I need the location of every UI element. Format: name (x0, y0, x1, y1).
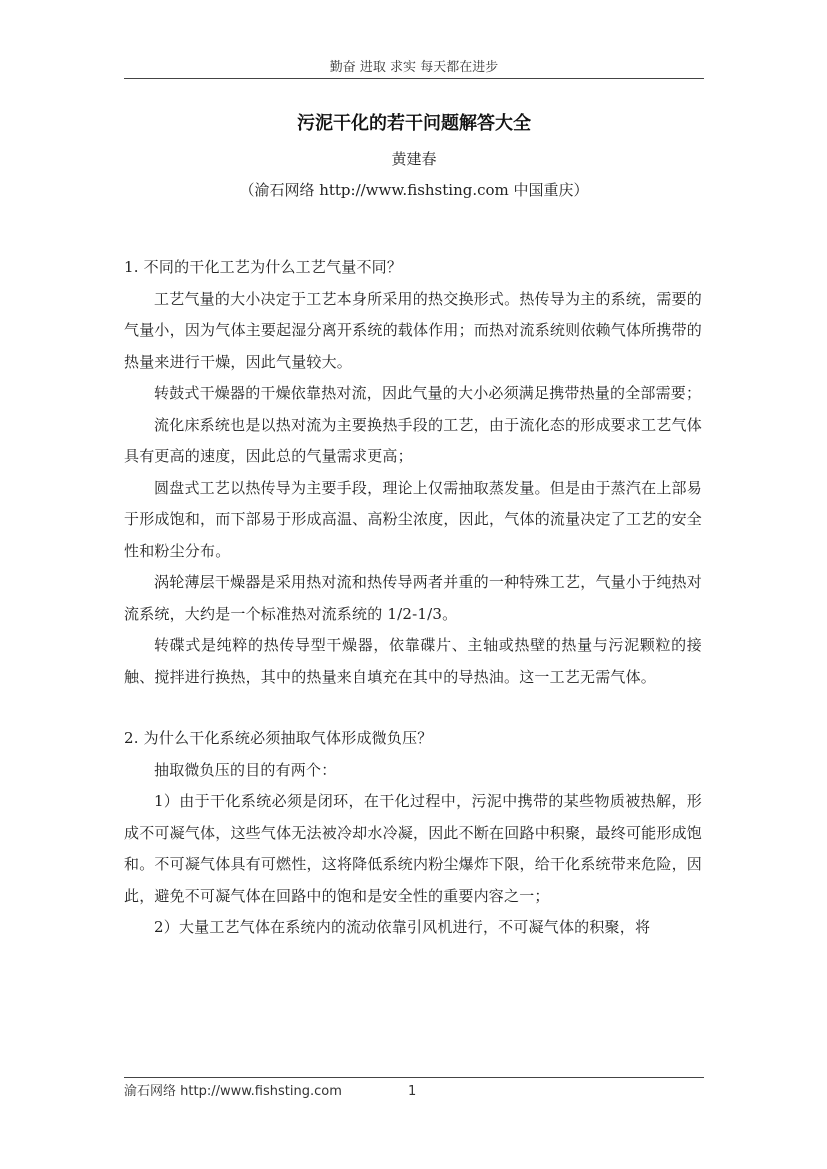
section-spacer (124, 693, 702, 723)
section-2 (124, 723, 702, 944)
paragraph: 2）大量工艺气体在系统内的流动依靠引风机进行，不可凝气体的积聚，将 (154, 918, 651, 936)
document-author: 黄建春 (391, 150, 437, 168)
paragraph: 涡轮薄层干燥器是采用热对流和热传导两者并重的一种特殊工艺，气量小于纯热对流系统，大约是一个标准热对流系统的 1/2-1/3。 (124, 573, 702, 623)
paragraph: 圆盘式工艺以热传导为主要手段，理论上仅需抽取蒸发量。但是由于蒸汽在上部易于形成饱和，而下部易于形成高温、高粉尘浓度，因此，气体的流量决定了工艺的安全性和粉尘分布。 (124, 478, 702, 560)
paragraph: 转鼓式干燥器的干燥依靠热对流，因此气量的大小必须满足携带热量的全部需要； (154, 384, 702, 402)
footer-divider (124, 1077, 704, 1078)
page-number: 1 (408, 1084, 417, 1099)
footer-site: 渝石网络 http://www.fishsting.com (124, 1084, 342, 1099)
document-body (124, 252, 702, 944)
section-1 (124, 252, 702, 693)
document-title: 污泥干化的若干问题解答大全 (297, 113, 531, 134)
document-affiliation: （渝石网络 http://www.fishsting.com 中国重庆） (239, 181, 589, 199)
page-header-motto: 勤奋 进取 求实 每天都在进步 (329, 60, 499, 75)
paragraph: 流化床系统也是以热对流为主要换热手段的工艺，由于流化态的形成要求工艺气体具有更高的速度，因此总的气量需求更高； (124, 415, 702, 465)
paragraph: 抽取微负压的目的有两个： (154, 760, 337, 779)
paragraph: 转碟式是纯粹的热传导型干燥器，依靠碟片、主轴或热壁的热量与污泥颗粒的接触、搅拌进行换热，其中的热量来自填充在其中的导热油。这一工艺无需气体。 (124, 636, 702, 686)
header-divider (124, 78, 704, 79)
section-question: 1. 不同的干化工艺为什么工艺气量不同？ (124, 258, 403, 276)
paragraph: 1）由于干化系统必须是闭环，在干化过程中，污泥中携带的某些物质被热解，形成不可凝气体，这些气体无法被冷却水冷凝，因此不断在回路中积聚，最终可能形成饱和。不可凝气体具有可燃性，这将降低系统内粉尘爆炸下限，给干化系统带来危险，因此，避免不可凝气体在回路中的饱和是安全性的重要内容之一； (124, 792, 702, 905)
paragraph: 工艺气量的大小决定于工艺本身所采用的热交换形式。热传导为主的系统，需要的气量小，因为气体主要起湿分离开系统的载体作用；而热对流系统则依赖气体所携带的热量来进行干燥，因此气量较大。 (124, 289, 702, 371)
section-question: 2. 为什么干化系统必须抽取气体形成微负压？ (124, 729, 433, 747)
